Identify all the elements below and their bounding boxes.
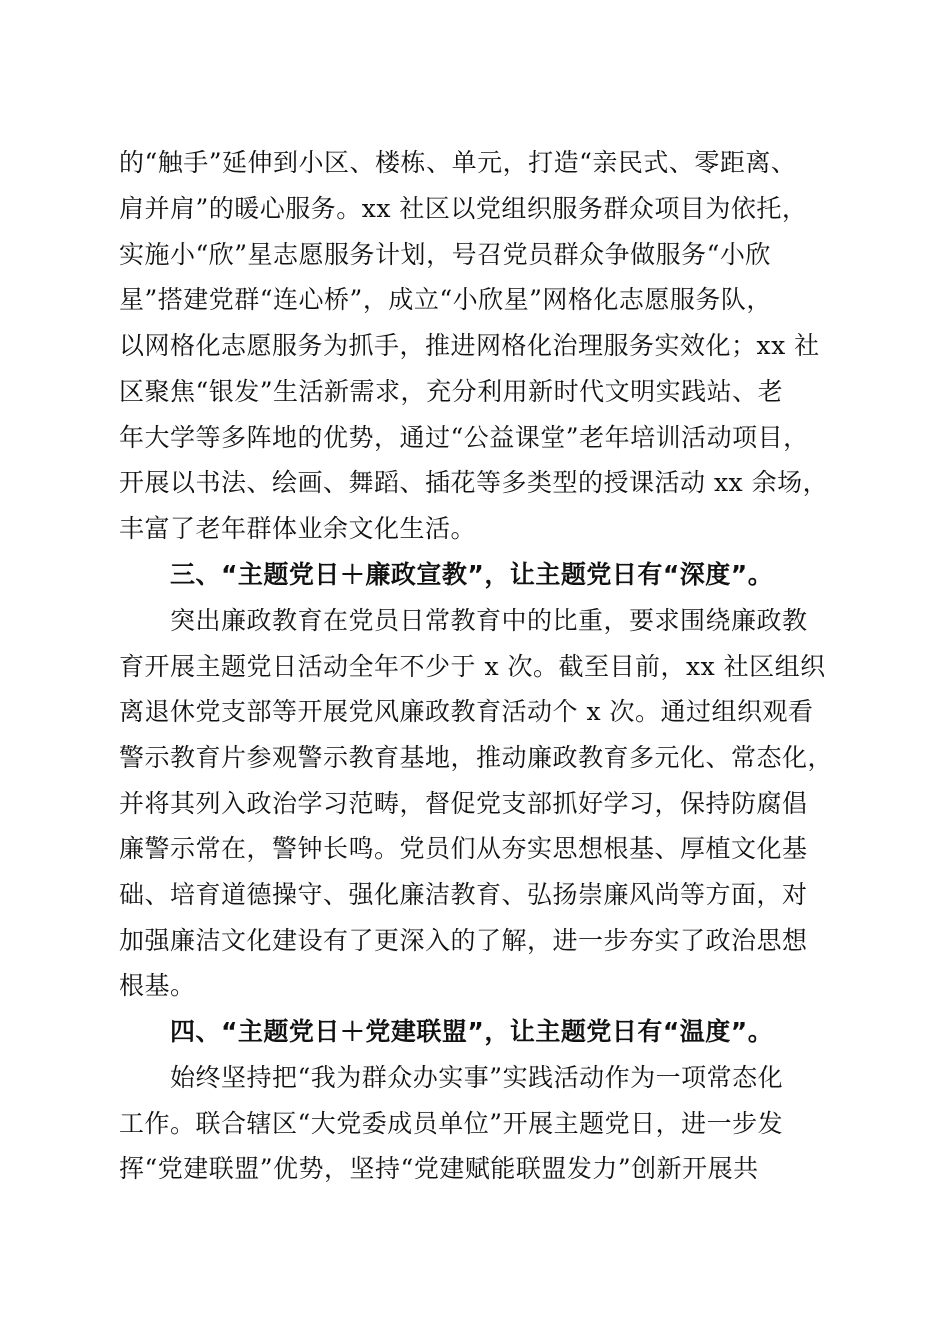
paragraph-line: 加强廉洁文化建设有了更深入的了解，进一步夯实了政治思想 bbox=[119, 926, 808, 955]
paragraph-line: 工作。联合辖区“大党委成员单位”开展主题党日，进一步发 bbox=[119, 1109, 784, 1138]
paragraph-line: 丰富了老年群体业余文化生活。 bbox=[119, 514, 477, 543]
section-heading-3: 三、“主题党日＋廉政宣教”，让主题党日有“深度”。 bbox=[170, 560, 774, 589]
paragraph-line: 根基。 bbox=[119, 971, 196, 1000]
paragraph-line: 星”搭建党群“连心桥”，成立“小欣星”网格化志愿服务队， bbox=[119, 285, 772, 314]
paragraph-line: 的“触手”延伸到小区、楼栋、单元，打造“亲民式、零距离、 bbox=[119, 148, 797, 177]
paragraph-line: 肩并肩”的暖心服务。xx 社区以党组织服务群众项目为依托， bbox=[119, 194, 808, 223]
paragraph-line: 区聚焦“银发”生活新需求，充分利用新时代文明实践站、老 bbox=[119, 377, 784, 406]
paragraph-line: 实施小“欣”星志愿服务计划，号召党员群众争做服务“小欣 bbox=[119, 240, 771, 269]
paragraph-line: 始终坚持把“我为群众办实事”实践活动作为一项常态化 bbox=[170, 1063, 784, 1092]
section-heading-4: 四、“主题党日＋党建联盟”，让主题党日有“温度”。 bbox=[170, 1017, 774, 1046]
paragraph-line: 挥“党建联盟”优势，坚持“党建赋能联盟发力”创新开展共 bbox=[119, 1154, 759, 1183]
paragraph-line: 突出廉政教育在党员日常教育中的比重，要求围绕廉政教 bbox=[170, 606, 808, 635]
paragraph-line: 础、培育道德操守、强化廉洁教育、弘扬崇廉风尚等方面，对 bbox=[119, 880, 808, 909]
paragraph-line: 警示教育片参观警示教育基地，推动廉政教育多元化、常态化， bbox=[119, 743, 834, 772]
paragraph-line: 育开展主题党日活动全年不少于 x 次。截至目前，xx 社区组织 bbox=[119, 652, 826, 681]
paragraph-line: 离退休党支部等开展党风廉政教育活动个 x 次。通过组织观看 bbox=[119, 697, 814, 726]
paragraph-line: 开展以书法、绘画、舞蹈、插花等多类型的授课活动 xx 余场， bbox=[119, 468, 829, 497]
paragraph-line: 以网格化志愿服务为抓手，推进网格化治理服务实效化；xx 社 bbox=[119, 331, 820, 360]
paragraph-line: 年大学等多阵地的优势，通过“公益课堂”老年培训活动项目， bbox=[119, 423, 809, 452]
paragraph-line: 并将其列入政治学习范畴，督促党支部抓好学习，保持防腐倡 bbox=[119, 789, 808, 818]
paragraph-line: 廉警示常在，警钟长鸣。党员们从夯实思想根基、厚植文化基 bbox=[119, 834, 808, 863]
